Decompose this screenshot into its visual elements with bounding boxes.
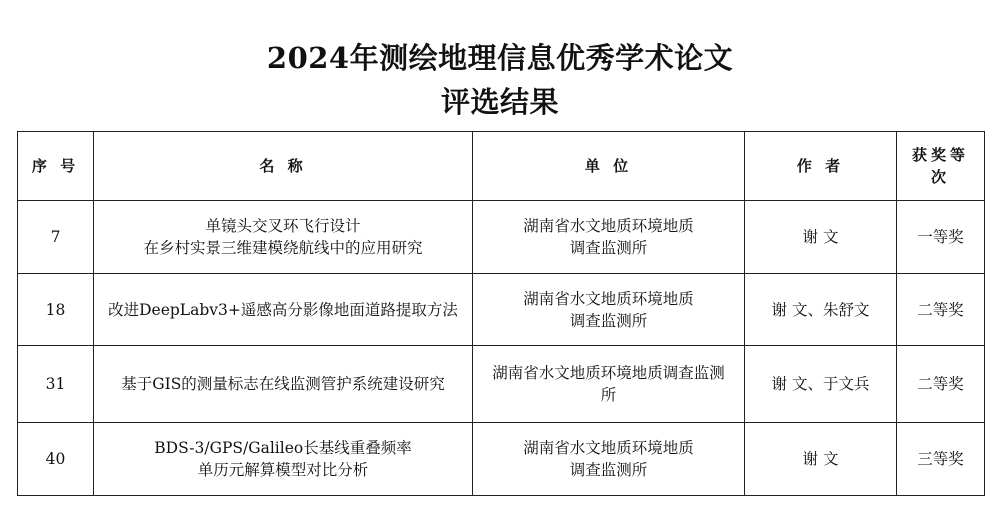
name-line-2: 在乡村实景三维建模绕航线中的应用研究 <box>143 239 423 257</box>
unit-line-1: 湖南省水文地质环境地质 <box>523 439 694 457</box>
header-author: 作 者 <box>745 132 897 201</box>
title-line-2: 评选结果 <box>440 85 559 119</box>
header-unit: 单 位 <box>473 132 745 201</box>
cell-author: 谢 文、朱舒文 <box>745 274 897 346</box>
name-line-1: 改进DeepLabv3+遥感高分影像地面道路提取方法 <box>108 300 458 319</box>
cell-award: 二等奖 <box>897 274 985 346</box>
name-line-2: 单历元解算模型对比分析 <box>197 461 369 479</box>
table-row <box>18 274 985 346</box>
table-row <box>18 201 985 274</box>
name-line-1: 基于GIS的测量标志在线监测管护系统建设研究 <box>121 375 445 393</box>
unit-line-1: 湖南省水文地质环境地质 <box>523 217 694 235</box>
cell-unit <box>473 201 745 274</box>
unit-line-2: 调查监测所 <box>569 311 648 330</box>
unit-line-1: 湖南省水文地质环境地质 <box>523 289 694 308</box>
table-row <box>18 346 985 423</box>
cell-award: 三等奖 <box>897 423 985 496</box>
cell-name <box>94 201 473 274</box>
cell-seq: 18 <box>18 274 94 346</box>
cell-seq: 40 <box>18 423 94 496</box>
cell-seq: 7 <box>18 201 94 274</box>
cell-award: 一等奖 <box>897 201 985 274</box>
header-award: 获奖等次 <box>897 132 985 201</box>
table-row <box>18 423 985 496</box>
header-seq: 序 号 <box>18 132 94 201</box>
cell-name <box>94 346 473 423</box>
cell-unit <box>473 274 745 346</box>
name-line-1: BDS-3/GPS/Galileo长基线重叠频率 <box>154 439 412 457</box>
cell-author: 谢 文 <box>745 423 897 496</box>
cell-name <box>94 274 473 346</box>
table-header-row <box>18 132 985 201</box>
unit-line-1: 湖南省水文地质环境地质调查监测 <box>492 364 725 382</box>
results-table <box>17 131 985 496</box>
cell-award: 二等奖 <box>897 346 985 423</box>
cell-name <box>94 423 473 496</box>
cell-unit <box>473 346 745 423</box>
cell-author: 谢 文、于文兵 <box>745 346 897 423</box>
cell-unit <box>473 423 745 496</box>
document-title <box>0 36 1000 124</box>
title-line-1: 2024年测绘地理信息优秀学术论文 <box>266 41 734 75</box>
unit-line-2: 调查监测所 <box>569 461 648 479</box>
header-name: 名 称 <box>94 132 473 201</box>
unit-line-2: 调查监测所 <box>569 239 648 257</box>
name-line-1: 单镜头交叉环飞行设计 <box>205 217 361 235</box>
cell-author: 谢 文 <box>745 201 897 274</box>
unit-line-2: 所 <box>600 386 617 404</box>
cell-seq: 31 <box>18 346 94 423</box>
